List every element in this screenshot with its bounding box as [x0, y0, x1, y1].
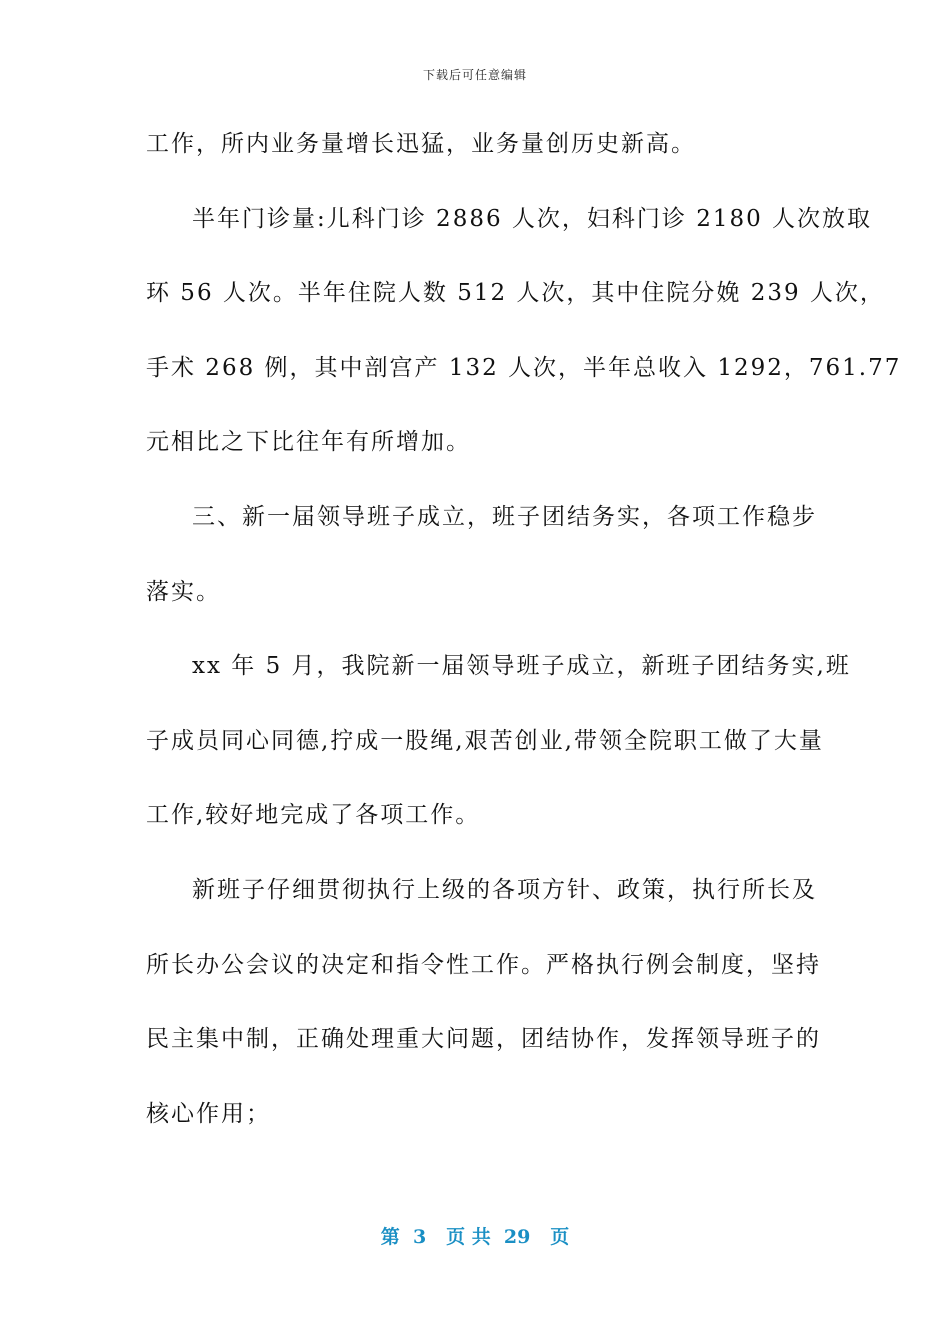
text-line: 落实。: [146, 578, 221, 605]
text-line: xx 年 5 月，我院新一届领导班子成立，新班子团结务实,班: [192, 653, 851, 680]
text-line: 手术 268 例，其中剖宫产 132 人次，半年总收入 1292，761.77: [146, 354, 902, 381]
document-body: [146, 118, 902, 1162]
text-line: 民主集中制，正确处理重大问题，团结协作，发挥领导班子的: [146, 1026, 821, 1053]
text-line: 所长办公会议的决定和指令性工作。严格执行例会制度，坚持: [146, 951, 821, 978]
text-line: 三、新一届领导班子成立，班子团结务实，各项工作稳步: [192, 503, 817, 530]
text-line: 子成员同心同德,拧成一股绳,艰苦创业,带领全院职工做了大量: [146, 727, 824, 754]
page-footer: 第 3 页 共 29 页: [380, 1226, 570, 1248]
page-header: 下载后可任意编辑: [422, 68, 527, 82]
text-line: 核心作用；: [146, 1100, 271, 1127]
text-line: 环 56 人次。半年住院人数 512 人次，其中住院分娩 239 人次，: [146, 280, 885, 307]
text-line: 半年门诊量:儿科门诊 2886 人次，妇科门诊 2180 人次放取: [192, 205, 873, 232]
text-line: 元相比之下比往年有所增加。: [146, 429, 471, 456]
text-line: 工作，所内业务量增长迅猛，业务量创历史新高。: [146, 131, 696, 157]
text-line: 新班子仔细贯彻执行上级的各项方针、政策，执行所长及: [192, 876, 817, 903]
text-line: 工作,较好地完成了各项工作。: [146, 802, 481, 829]
